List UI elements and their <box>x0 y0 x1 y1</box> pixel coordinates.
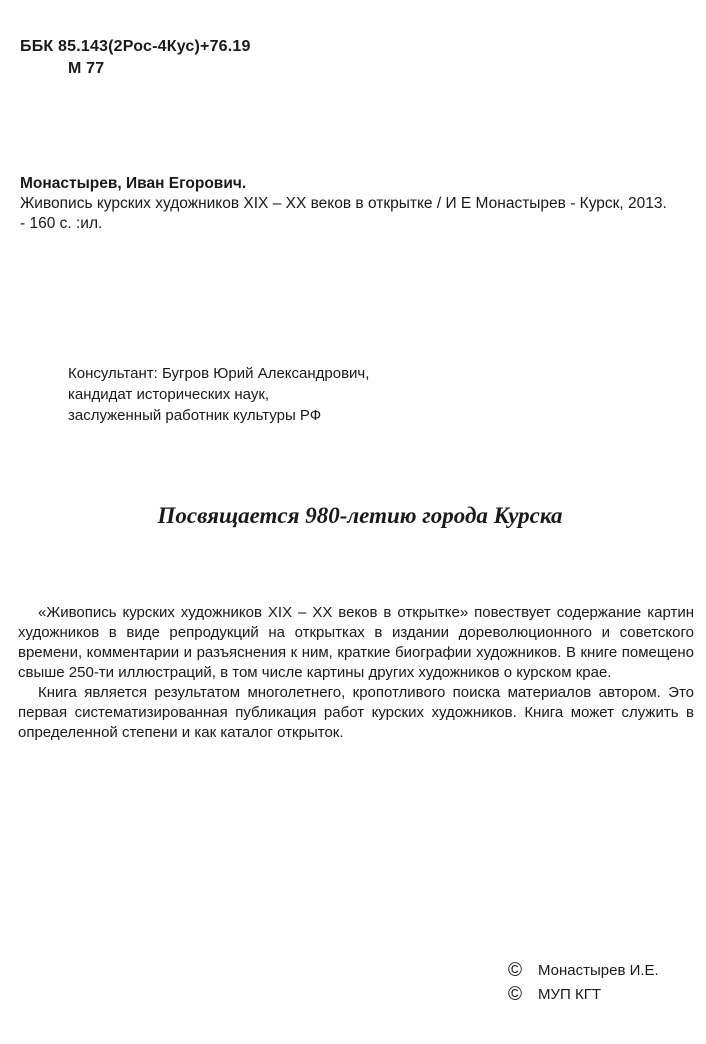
copyright-line <box>508 983 659 1007</box>
consultant-block <box>68 363 369 426</box>
copyright-icon: © <box>508 960 522 981</box>
annotation-paragraph: «Живопись курских художников XIX – XX веков в открытке» повествует содержание картин художников в виде репродукций на открытках в издании дореволюционного и советского времени, комментарии и разъяснения к ним, краткие биографии художников. В книге помещено свыше 250-ти иллюстраций, в том числе картины других художников о курском крае. <box>18 604 694 681</box>
bbk-code: ББК 85.143(2Рос-4Кус)+76.19 <box>20 38 251 55</box>
author-mark: М 77 <box>68 60 105 77</box>
copyright-block <box>508 959 659 1007</box>
copyright-icon: © <box>508 984 522 1005</box>
copyright-holder: МУП КГТ <box>538 986 601 1003</box>
annotation-paragraph: Книга является результатом многолетнего, кропотливого поиска материалов автором. Это первая систематизированная публикация работ курских художников. Книга может служить в определенной степени и как каталог открыток. <box>18 684 694 741</box>
dedication: Посвящается 980-летию города Курска <box>157 503 563 528</box>
copyright-holder: Монастырев И.Е. <box>538 962 659 979</box>
bibliographic-record <box>20 174 670 234</box>
annotation <box>18 603 694 743</box>
author-name: Монастырев, Иван Егорович. <box>20 175 247 192</box>
copyright-line <box>508 959 659 983</box>
consultant-name: Консультант: Бугров Юрий Александрович, <box>68 365 370 382</box>
consultant-degree: кандидат исторических наук, <box>68 386 270 403</box>
consultant-title: заслуженный работник культуры РФ <box>68 407 322 424</box>
catalog-codes <box>20 36 251 80</box>
bibliographic-description: Живопись курских художников XIX – XX веков в открытке / И Е Монастырев - Курск, 2013. - 160 с. :ил. <box>20 195 667 232</box>
